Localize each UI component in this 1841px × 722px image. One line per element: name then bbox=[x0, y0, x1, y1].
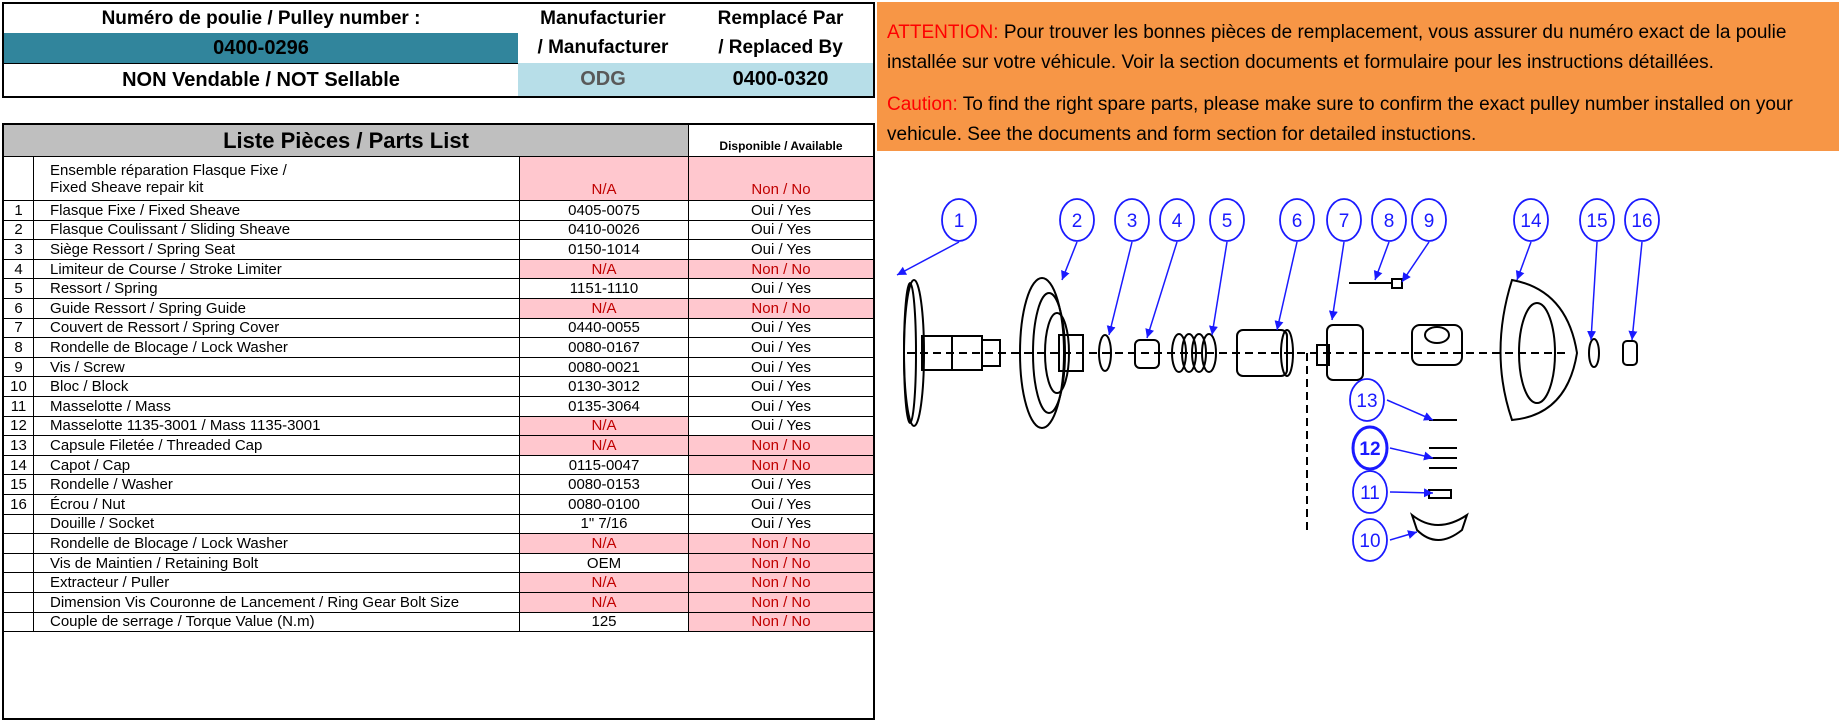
attention-label: ATTENTION: bbox=[887, 22, 999, 43]
table-row bbox=[4, 240, 873, 260]
pulley-number-value: 0400-0296 bbox=[4, 33, 518, 63]
availability: Oui / Yes bbox=[689, 338, 873, 358]
table-row bbox=[4, 554, 873, 574]
part-block-and-masses bbox=[1412, 325, 1467, 540]
replaced-by-label-en: / Replaced By bbox=[718, 37, 843, 58]
callout-number: 8 bbox=[1383, 211, 1395, 232]
callout-leader-15 bbox=[1591, 242, 1597, 340]
part-name: Siège Ressort / Spring Seat bbox=[34, 240, 520, 260]
callout-leader-13 bbox=[1387, 400, 1433, 420]
callout-leader-16 bbox=[1632, 242, 1642, 340]
callout-number: 7 bbox=[1338, 211, 1350, 232]
row-number bbox=[4, 157, 34, 201]
part-name: Vis / Screw bbox=[34, 358, 520, 378]
availability: Non / No bbox=[689, 613, 873, 633]
row-number: 5 bbox=[4, 279, 34, 299]
diagram-svg bbox=[877, 170, 1839, 718]
part-name: Rondelle / Washer bbox=[34, 475, 520, 495]
part-name: Masselotte 1135-3001 / Mass 1135-3001 bbox=[34, 417, 520, 437]
callout-leader-1 bbox=[897, 242, 959, 275]
part-number: 0080-0153 bbox=[520, 475, 689, 495]
part-number: N/A bbox=[520, 534, 689, 554]
callout-number: 10 bbox=[1359, 531, 1381, 552]
table-row bbox=[4, 475, 873, 495]
part-number: 0410-0026 bbox=[520, 221, 689, 241]
part-name bbox=[34, 157, 520, 201]
caution-text: To find the right spare parts, please make sure to confirm the exact pulley number installed on your vehicule. See the documents and form section for detailed instuctions. bbox=[887, 94, 1793, 145]
availability: Oui / Yes bbox=[689, 319, 873, 339]
part-name-line-1: Ensemble réparation Flasque Fixe / bbox=[50, 161, 287, 179]
part-cap bbox=[1501, 280, 1578, 420]
part-nut bbox=[1623, 341, 1637, 365]
parts-list-table bbox=[2, 123, 875, 720]
part-number: 0080-0021 bbox=[520, 358, 689, 378]
table-row bbox=[4, 534, 873, 554]
callout-leader-4 bbox=[1147, 242, 1177, 338]
part-name: Vis de Maintien / Retaining Bolt bbox=[34, 554, 520, 574]
part-number: 0080-0167 bbox=[520, 338, 689, 358]
part-number: N/A bbox=[520, 299, 689, 319]
row-number: 16 bbox=[4, 495, 34, 515]
availability: Non / No bbox=[689, 456, 873, 476]
table-header-row bbox=[4, 125, 873, 157]
row-number bbox=[4, 534, 34, 554]
callout-number: 14 bbox=[1520, 211, 1542, 232]
callout-leader-11 bbox=[1390, 492, 1433, 493]
callout-leader-14 bbox=[1517, 242, 1531, 280]
part-number: 0115-0047 bbox=[520, 456, 689, 476]
row-number: 11 bbox=[4, 397, 34, 417]
callout-number: 4 bbox=[1171, 211, 1183, 232]
row-number: 13 bbox=[4, 436, 34, 456]
table-row bbox=[4, 358, 873, 378]
row-number bbox=[4, 613, 34, 633]
part-name-line-2: Fixed Sheave repair kit bbox=[50, 178, 204, 196]
part-name: Rondelle de Blocage / Lock Washer bbox=[34, 534, 520, 554]
part-number: 0080-0100 bbox=[520, 495, 689, 515]
part-number: 1151-1110 bbox=[520, 279, 689, 299]
table-row bbox=[4, 221, 873, 241]
part-name: Flasque Fixe / Fixed Sheave bbox=[34, 201, 520, 221]
availability: Oui / Yes bbox=[689, 377, 873, 397]
part-number: 0405-0075 bbox=[520, 201, 689, 221]
replaced-by-value: 0400-0320 bbox=[688, 63, 873, 96]
part-name: Dimension Vis Couronne de Lancement / Ring Gear Bolt Size bbox=[34, 593, 520, 613]
part-name: Masselotte / Mass bbox=[34, 397, 520, 417]
row-number: 3 bbox=[4, 240, 34, 260]
part-name: Extracteur / Puller bbox=[34, 573, 520, 593]
table-row bbox=[4, 613, 873, 633]
row-number: 10 bbox=[4, 377, 34, 397]
part-number: 0135-3064 bbox=[520, 397, 689, 417]
sellable-status: NON Vendable / NOT Sellable bbox=[4, 63, 518, 96]
callout-labels bbox=[897, 199, 1659, 561]
table-row bbox=[4, 593, 873, 613]
availability: Non / No bbox=[689, 593, 873, 613]
part-number: N/A bbox=[520, 436, 689, 456]
part-name: Guide Ressort / Spring Guide bbox=[34, 299, 520, 319]
row-number: 1 bbox=[4, 201, 34, 221]
callout-number: 6 bbox=[1291, 211, 1303, 232]
callout-leader-8 bbox=[1375, 242, 1389, 280]
row-number bbox=[4, 515, 34, 535]
callout-number: 3 bbox=[1126, 211, 1138, 232]
part-name: Bloc / Block bbox=[34, 377, 520, 397]
callout-leader-12 bbox=[1390, 448, 1433, 458]
availability: Non / No bbox=[689, 260, 873, 280]
callout-number: 9 bbox=[1423, 211, 1435, 232]
manufacturer-value: ODG bbox=[518, 63, 688, 96]
part-name: Ressort / Spring bbox=[34, 279, 520, 299]
part-number: N/A bbox=[520, 573, 689, 593]
callout-number: 1 bbox=[953, 211, 965, 232]
availability: Oui / Yes bbox=[689, 515, 873, 535]
table-row bbox=[4, 260, 873, 280]
table-row bbox=[4, 495, 873, 515]
availability: Non / No bbox=[689, 299, 873, 319]
part-number: N/A bbox=[520, 593, 689, 613]
caution-label: Caution: bbox=[887, 94, 958, 115]
exploded-parts-diagram bbox=[877, 170, 1839, 718]
part-name: Rondelle de Blocage / Lock Washer bbox=[34, 338, 520, 358]
callout-number: 11 bbox=[1360, 483, 1380, 504]
availability: Oui / Yes bbox=[689, 417, 873, 437]
row-number: 12 bbox=[4, 417, 34, 437]
part-number: 0440-0055 bbox=[520, 319, 689, 339]
attention-notice bbox=[877, 2, 1839, 151]
callout-leader-7 bbox=[1332, 242, 1344, 320]
row-number: 2 bbox=[4, 221, 34, 241]
attention-paragraph bbox=[887, 18, 1825, 78]
callout-leader-6 bbox=[1277, 242, 1297, 330]
table-row bbox=[4, 417, 873, 437]
callout-number: 5 bbox=[1221, 211, 1233, 232]
table-row bbox=[4, 397, 873, 417]
table-row bbox=[4, 299, 873, 319]
part-number: OEM bbox=[520, 554, 689, 574]
part-number: 0150-1014 bbox=[520, 240, 689, 260]
callout-leader-2 bbox=[1062, 242, 1077, 280]
table-row bbox=[4, 456, 873, 476]
row-number: 9 bbox=[4, 358, 34, 378]
available-header: Disponible / Available bbox=[689, 125, 873, 157]
callout-number: 16 bbox=[1631, 211, 1653, 232]
callout-number: 13 bbox=[1356, 391, 1378, 412]
caution-paragraph bbox=[887, 90, 1825, 150]
part-washer bbox=[1589, 339, 1599, 367]
availability: Oui / Yes bbox=[689, 201, 873, 221]
callout-leader-10 bbox=[1390, 532, 1417, 540]
availability: Oui / Yes bbox=[689, 495, 873, 515]
availability: Non / No bbox=[689, 573, 873, 593]
attention-text: Pour trouver les bonnes pièces de remplacement, vous assurer du numéro exact de la poulie installée sur votre véhicule. Voir la section documents et formulaire pour les instructions détaillées. bbox=[887, 22, 1787, 73]
part-name: Couvert de Ressort / Spring Cover bbox=[34, 319, 520, 339]
callout-leader-3 bbox=[1109, 242, 1132, 335]
part-number: N/A bbox=[520, 417, 689, 437]
callout-number: 12 bbox=[1359, 439, 1381, 460]
row-number bbox=[4, 593, 34, 613]
part-number: N/A bbox=[520, 260, 689, 280]
part-name: Capot / Cap bbox=[34, 456, 520, 476]
replaced-by-label-fr: Remplacé Par bbox=[717, 7, 844, 29]
part-screw bbox=[1349, 279, 1402, 288]
part-name: Flasque Coulissant / Sliding Sheave bbox=[34, 221, 520, 241]
part-name: Couple de serrage / Torque Value (N.m) bbox=[34, 613, 520, 633]
availability: Oui / Yes bbox=[689, 240, 873, 260]
parts-list-title: Liste Pièces / Parts List bbox=[4, 125, 689, 157]
part-number: N/A bbox=[520, 157, 689, 201]
callout-leader-5 bbox=[1212, 242, 1227, 335]
part-number: 1" 7/16 bbox=[520, 515, 689, 535]
availability: Oui / Yes bbox=[689, 475, 873, 495]
row-number: 6 bbox=[4, 299, 34, 319]
row-number: 8 bbox=[4, 338, 34, 358]
part-name: Écrou / Nut bbox=[34, 495, 520, 515]
row-number bbox=[4, 573, 34, 593]
table-row bbox=[4, 279, 873, 299]
availability: Oui / Yes bbox=[689, 397, 873, 417]
table-row bbox=[4, 515, 873, 535]
manufacturer-label-fr: Manufacturier bbox=[540, 7, 666, 29]
part-name: Capsule Filetée / Threaded Cap bbox=[34, 436, 520, 456]
row-number: 7 bbox=[4, 319, 34, 339]
availability: Non / No bbox=[689, 534, 873, 554]
callout-number: 2 bbox=[1071, 211, 1083, 232]
row-number bbox=[4, 554, 34, 574]
availability: Oui / Yes bbox=[689, 279, 873, 299]
row-number: 15 bbox=[4, 475, 34, 495]
row-number: 4 bbox=[4, 260, 34, 280]
pulley-info-header bbox=[2, 2, 875, 98]
table-row bbox=[4, 319, 873, 339]
table-row bbox=[4, 377, 873, 397]
callout-leader-9 bbox=[1402, 242, 1429, 282]
row-number: 14 bbox=[4, 456, 34, 476]
table-row bbox=[4, 201, 873, 221]
table-row bbox=[4, 338, 873, 358]
availability: Non / No bbox=[689, 157, 873, 201]
pulley-number-label: Numéro de poulie / Pulley number : bbox=[101, 7, 421, 29]
part-number: 0130-3012 bbox=[520, 377, 689, 397]
table-row bbox=[4, 157, 873, 201]
table-row bbox=[4, 436, 873, 456]
manufacturer-label-en: / Manufacturer bbox=[537, 37, 669, 58]
availability: Oui / Yes bbox=[689, 221, 873, 241]
availability: Non / No bbox=[689, 554, 873, 574]
availability: Oui / Yes bbox=[689, 358, 873, 378]
callout-number: 15 bbox=[1586, 211, 1608, 232]
part-number: 125 bbox=[520, 613, 689, 633]
table-row bbox=[4, 573, 873, 593]
part-name: Douille / Socket bbox=[34, 515, 520, 535]
part-name: Limiteur de Course / Stroke Limiter bbox=[34, 260, 520, 280]
availability: Non / No bbox=[689, 436, 873, 456]
